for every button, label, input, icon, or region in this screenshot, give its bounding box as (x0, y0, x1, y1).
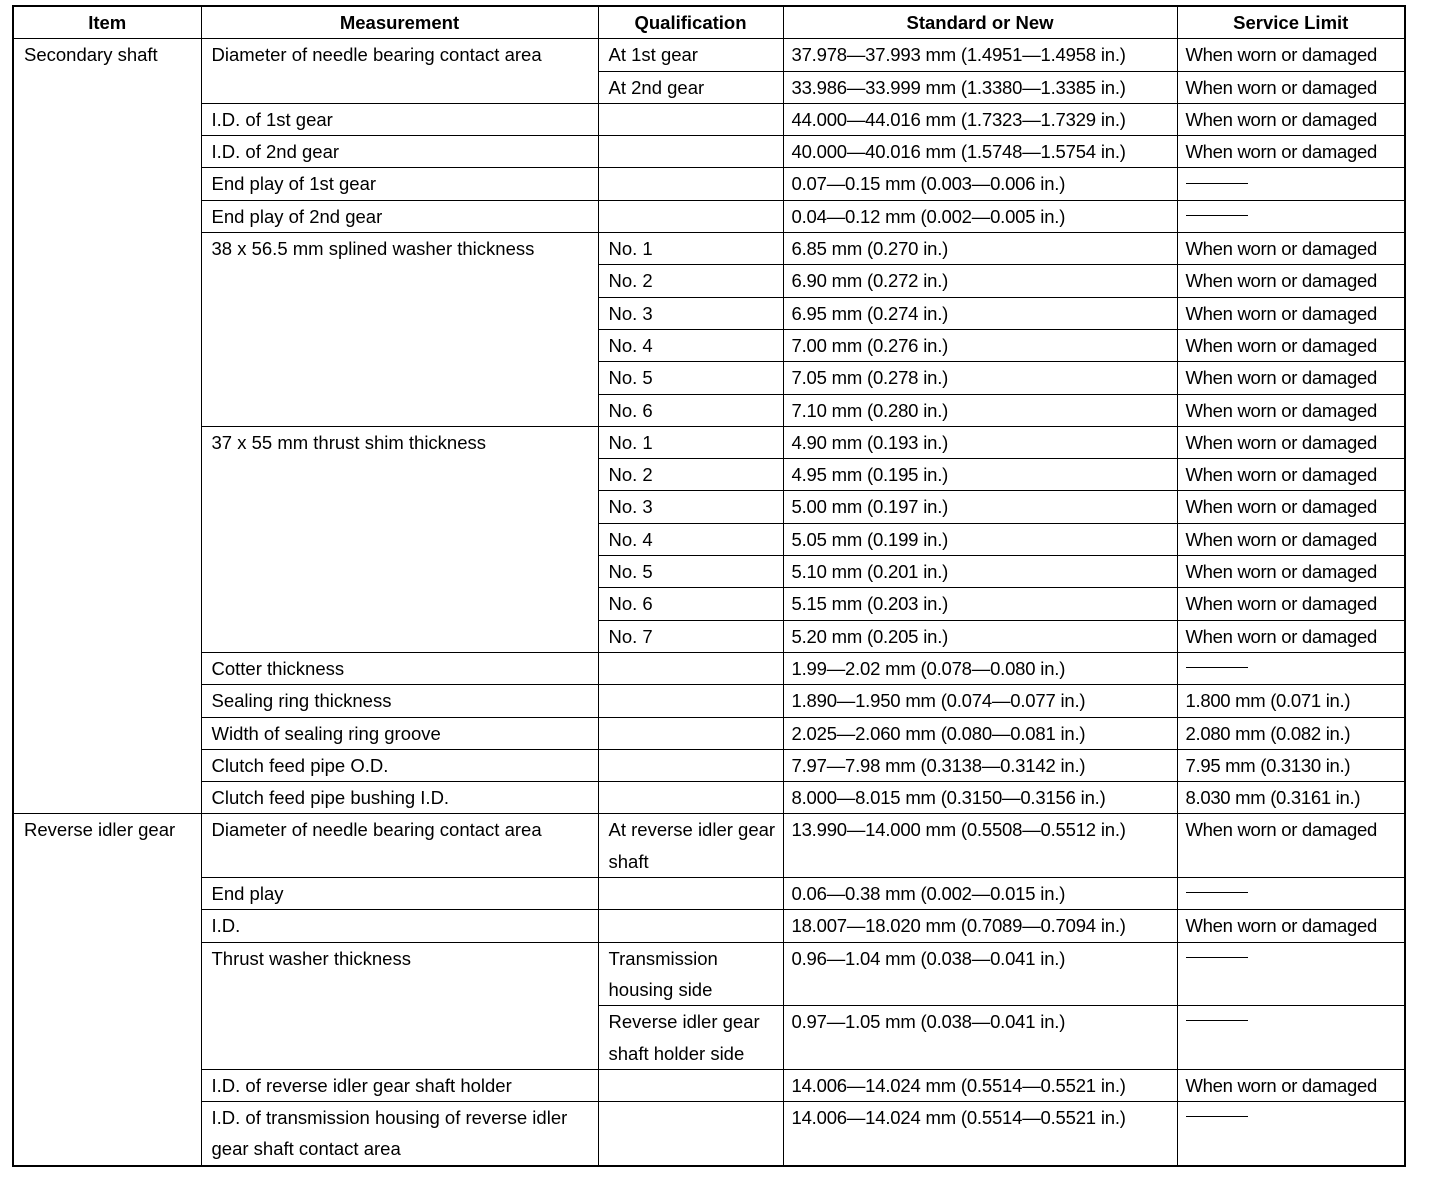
standard-cell: 7.05 mm (0.278 in.) (783, 362, 1177, 394)
service-limit-cell: When worn or damaged (1177, 588, 1405, 620)
qualification-cell (598, 136, 783, 168)
service-limit-dash (1186, 1116, 1248, 1118)
standard-cell: 1.890—1.950 mm (0.074—0.077 in.) (783, 685, 1177, 717)
qualification-cell (598, 717, 783, 749)
service-limit-cell: When worn or damaged (1177, 39, 1405, 71)
service-limit-cell: When worn or damaged (1177, 103, 1405, 135)
service-limit-cell: When worn or damaged (1177, 426, 1405, 458)
table-row (13, 749, 1405, 781)
qualification-cell (598, 782, 783, 814)
measurement-cell: Sealing ring thickness (201, 685, 598, 717)
service-limit-cell (1177, 168, 1405, 200)
standard-cell: 5.05 mm (0.199 in.) (783, 523, 1177, 555)
qualification-cell: At 2nd gear (598, 71, 783, 103)
service-limit-dash (1186, 1020, 1248, 1022)
qualification-cell: No. 7 (598, 620, 783, 652)
standard-cell: 0.97—1.05 mm (0.038—0.041 in.) (783, 1006, 1177, 1070)
header-service-limit: Service Limit (1177, 6, 1405, 39)
service-limit-cell: When worn or damaged (1177, 523, 1405, 555)
standard-cell: 0.06—0.38 mm (0.002—0.015 in.) (783, 878, 1177, 910)
measurement-cell: Diameter of needle bearing contact area (201, 39, 598, 104)
qualification-cell: No. 1 (598, 233, 783, 265)
table-row (13, 233, 1405, 265)
qualification-cell: No. 6 (598, 394, 783, 426)
specifications-table (12, 5, 1406, 1167)
service-limit-dash (1186, 215, 1248, 217)
measurement-cell: Thrust washer thickness (201, 942, 598, 1069)
measurement-cell: Width of sealing ring groove (201, 717, 598, 749)
standard-cell: 40.000—40.016 mm (1.5748—1.5754 in.) (783, 136, 1177, 168)
standard-cell: 5.10 mm (0.201 in.) (783, 556, 1177, 588)
service-limit-cell (1177, 652, 1405, 684)
service-limit-cell (1177, 1006, 1405, 1070)
qualification-cell: No. 4 (598, 523, 783, 555)
service-limit-cell: When worn or damaged (1177, 233, 1405, 265)
measurement-cell: Clutch feed pipe bushing I.D. (201, 782, 598, 814)
qualification-cell: No. 2 (598, 265, 783, 297)
qualification-cell: No. 1 (598, 426, 783, 458)
service-limit-cell: 8.030 mm (0.3161 in.) (1177, 782, 1405, 814)
standard-cell: 14.006—14.024 mm (0.5514—0.5521 in.) (783, 1102, 1177, 1166)
qualification-cell: Reverse idler gear shaft holder side (598, 1006, 783, 1070)
measurement-cell: 38 x 56.5 mm splined washer thickness (201, 233, 598, 427)
service-limit-cell: When worn or damaged (1177, 71, 1405, 103)
standard-cell: 5.15 mm (0.203 in.) (783, 588, 1177, 620)
standard-cell: 6.90 mm (0.272 in.) (783, 265, 1177, 297)
standard-cell: 7.97—7.98 mm (0.3138—0.3142 in.) (783, 749, 1177, 781)
measurement-cell: 37 x 55 mm thrust shim thickness (201, 426, 598, 652)
service-limit-dash (1186, 957, 1248, 959)
table-row (13, 168, 1405, 200)
qualification-cell: No. 3 (598, 491, 783, 523)
qualification-cell (598, 685, 783, 717)
measurement-cell: I.D. (201, 910, 598, 942)
qualification-cell: No. 2 (598, 459, 783, 491)
table-row (13, 426, 1405, 458)
measurement-cell: I.D. of 2nd gear (201, 136, 598, 168)
standard-cell: 6.95 mm (0.274 in.) (783, 297, 1177, 329)
header-row (13, 6, 1405, 39)
standard-cell: 0.07—0.15 mm (0.003—0.006 in.) (783, 168, 1177, 200)
standard-cell: 4.95 mm (0.195 in.) (783, 459, 1177, 491)
standard-cell: 44.000—44.016 mm (1.7323—1.7329 in.) (783, 103, 1177, 135)
item-cell: Reverse idler gear (13, 814, 201, 1166)
measurement-cell: End play of 2nd gear (201, 200, 598, 232)
table-row (13, 200, 1405, 232)
service-limit-dash (1186, 892, 1248, 894)
qualification-cell (598, 103, 783, 135)
service-limit-cell (1177, 878, 1405, 910)
standard-cell: 8.000—8.015 mm (0.3150—0.3156 in.) (783, 782, 1177, 814)
table-row (13, 39, 1405, 71)
standard-cell: 5.00 mm (0.197 in.) (783, 491, 1177, 523)
standard-cell: 5.20 mm (0.205 in.) (783, 620, 1177, 652)
table-row (13, 1069, 1405, 1101)
service-limit-cell: When worn or damaged (1177, 459, 1405, 491)
table-row (13, 878, 1405, 910)
measurement-cell: Diameter of needle bearing contact area (201, 814, 598, 878)
qualification-cell (598, 168, 783, 200)
service-limit-cell: When worn or damaged (1177, 1069, 1405, 1101)
qualification-cell (598, 878, 783, 910)
service-limit-cell: When worn or damaged (1177, 265, 1405, 297)
qualification-cell (598, 749, 783, 781)
service-limit-cell: When worn or damaged (1177, 491, 1405, 523)
standard-cell: 2.025—2.060 mm (0.080—0.081 in.) (783, 717, 1177, 749)
standard-cell: 37.978—37.993 mm (1.4951—1.4958 in.) (783, 39, 1177, 71)
service-limit-cell: 7.95 mm (0.3130 in.) (1177, 749, 1405, 781)
service-limit-cell: When worn or damaged (1177, 136, 1405, 168)
measurement-cell: I.D. of reverse idler gear shaft holder (201, 1069, 598, 1101)
qualification-cell: Transmission housing side (598, 942, 783, 1006)
qualification-cell: No. 6 (598, 588, 783, 620)
header-measurement: Measurement (201, 6, 598, 39)
table-row (13, 717, 1405, 749)
service-limit-cell: When worn or damaged (1177, 362, 1405, 394)
measurement-cell: Clutch feed pipe O.D. (201, 749, 598, 781)
qualification-cell: At reverse idler gear shaft (598, 814, 783, 878)
table-row (13, 942, 1405, 1006)
table-body (13, 39, 1405, 1166)
table-row (13, 782, 1405, 814)
header-item: Item (13, 6, 201, 39)
measurement-cell: Cotter thickness (201, 652, 598, 684)
qualification-cell (598, 200, 783, 232)
standard-cell: 18.007—18.020 mm (0.7089—0.7094 in.) (783, 910, 1177, 942)
standard-cell: 0.96—1.04 mm (0.038—0.041 in.) (783, 942, 1177, 1006)
service-limit-dash (1186, 667, 1248, 669)
standard-cell: 0.04—0.12 mm (0.002—0.005 in.) (783, 200, 1177, 232)
service-limit-cell: When worn or damaged (1177, 620, 1405, 652)
table-row (13, 103, 1405, 135)
table-row (13, 136, 1405, 168)
qualification-cell: No. 5 (598, 556, 783, 588)
qualification-cell (598, 1069, 783, 1101)
service-limit-cell: When worn or damaged (1177, 910, 1405, 942)
service-limit-cell: When worn or damaged (1177, 297, 1405, 329)
measurement-cell: I.D. of transmission housing of reverse idler gear shaft contact area (201, 1102, 598, 1166)
service-limit-cell (1177, 942, 1405, 1006)
standard-cell: 7.00 mm (0.276 in.) (783, 329, 1177, 361)
header-standard: Standard or New (783, 6, 1177, 39)
service-limit-cell: 2.080 mm (0.082 in.) (1177, 717, 1405, 749)
service-limit-cell (1177, 1102, 1405, 1166)
measurement-cell: End play of 1st gear (201, 168, 598, 200)
standard-cell: 33.986—33.999 mm (1.3380—1.3385 in.) (783, 71, 1177, 103)
qualification-cell (598, 652, 783, 684)
service-limit-cell: 1.800 mm (0.071 in.) (1177, 685, 1405, 717)
table-row (13, 1102, 1405, 1166)
service-limit-cell: When worn or damaged (1177, 329, 1405, 361)
service-limit-cell: When worn or damaged (1177, 556, 1405, 588)
service-limit-cell: When worn or damaged (1177, 814, 1405, 878)
standard-cell: 6.85 mm (0.270 in.) (783, 233, 1177, 265)
qualification-cell: At 1st gear (598, 39, 783, 71)
standard-cell: 13.990—14.000 mm (0.5508—0.5512 in.) (783, 814, 1177, 878)
qualification-cell (598, 910, 783, 942)
standard-cell: 4.90 mm (0.193 in.) (783, 426, 1177, 458)
measurement-cell: End play (201, 878, 598, 910)
standard-cell: 14.006—14.024 mm (0.5514—0.5521 in.) (783, 1069, 1177, 1101)
service-limit-dash (1186, 183, 1248, 185)
qualification-cell: No. 4 (598, 329, 783, 361)
qualification-cell: No. 5 (598, 362, 783, 394)
qualification-cell (598, 1102, 783, 1166)
table-row (13, 910, 1405, 942)
qualification-cell: No. 3 (598, 297, 783, 329)
header-qualification: Qualification (598, 6, 783, 39)
service-limit-cell (1177, 200, 1405, 232)
measurement-cell: I.D. of 1st gear (201, 103, 598, 135)
service-limit-cell: When worn or damaged (1177, 394, 1405, 426)
table-row (13, 814, 1405, 878)
standard-cell: 1.99—2.02 mm (0.078—0.080 in.) (783, 652, 1177, 684)
table-row (13, 652, 1405, 684)
item-cell: Secondary shaft (13, 39, 201, 814)
standard-cell: 7.10 mm (0.280 in.) (783, 394, 1177, 426)
table-row (13, 685, 1405, 717)
